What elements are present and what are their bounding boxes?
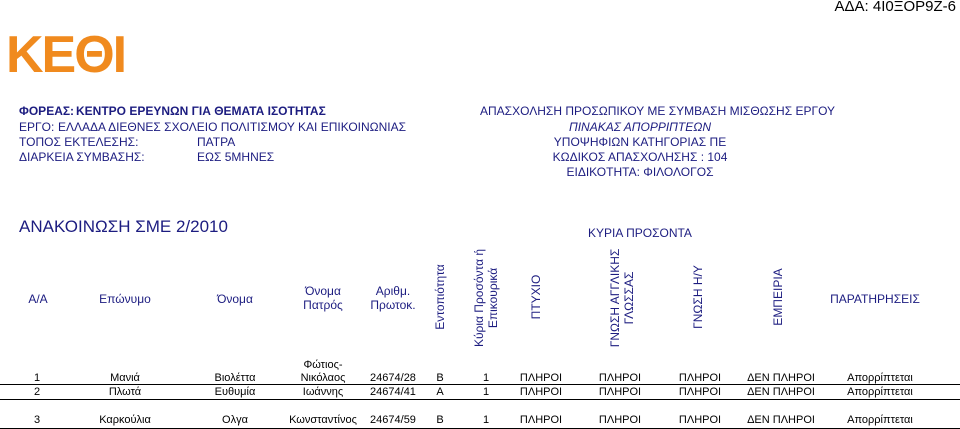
- cell-hy: ΠΛΗΡΟΙ: [678, 414, 722, 426]
- header-protok-line1: Αριθμ.: [375, 284, 411, 298]
- title-pinakas: ΠΙΝΑΚΑΣ ΑΠΟΡΡΙΠΤΕΩΝ: [569, 120, 711, 134]
- header-glossa-line1: ΓΝΩΣΗ ΑΓΓΛΙΚΗΣ: [608, 248, 622, 348]
- header-onoma: Όνομα: [217, 292, 253, 306]
- ergo-value: ΕΛΛΑΔΑ ΔΙΕΘΝΕΣ ΣΧΟΛΕΙΟ ΠΟΛΙΤΙΣΜΟΥ ΚΑΙ ΕΠΙΚΟΙΝΩΝΙΑΣ: [58, 120, 407, 134]
- header-kyria-line2: Επικουρικά: [486, 267, 500, 329]
- header-empeiria: ΕΜΠΕΙΡΙΑ: [771, 268, 785, 326]
- cell-hy: ΠΛΗΡΟΙ: [678, 386, 722, 398]
- cell-aa: 1: [34, 372, 41, 384]
- header-glossa: [608, 238, 636, 358]
- cell-patros-line1: Φώτιος-: [303, 359, 343, 371]
- cell-ptyxio: ΠΛΗΡΟΙ: [519, 372, 563, 384]
- header-protok-line2: Πρωτοκ.: [370, 298, 416, 312]
- cell-onoma: Ευθυμία: [214, 386, 256, 398]
- cell-glossa: ΠΛΗΡΟΙ: [598, 372, 642, 384]
- header-hy: ΓΝΩΣΗ Η/Υ: [691, 265, 705, 329]
- cell-entopiotita: Β: [436, 372, 444, 384]
- topos-label: ΤΟΠΟΣ ΕΚΤΕΛΕΣΗΣ:: [19, 135, 139, 149]
- cell-onoma: Βιολέττα: [214, 372, 256, 384]
- header-patros-line1: Όνομα: [305, 284, 341, 298]
- cell-kyria: 1: [482, 386, 490, 398]
- cell-protok: 24674/59: [370, 414, 416, 426]
- diarkeia-value: ΕΩΣ 5ΜΗΝΕΣ: [197, 150, 275, 164]
- header-paratiriseis: ΠΑΡΑΤΗΡΗΣΕΙΣ: [830, 292, 920, 306]
- cell-entopiotita: Β: [436, 414, 444, 426]
- header-kyria-line1: Κύρια Προσόντα ή: [472, 248, 486, 348]
- foreas-label: ΦΟΡΕΑΣ:: [19, 104, 75, 118]
- cell-patros: Ιωάννης: [302, 386, 344, 398]
- header-entopiotita: Εντοπιότητα: [433, 264, 447, 330]
- header-aa: Α/Α: [28, 292, 48, 306]
- title-kodikos: ΚΩΔΙΚΟΣ ΑΠΑΣΧΟΛΗΣΗΣ : 104: [552, 150, 728, 164]
- cell-patros: Κωνσταντίνος: [289, 414, 357, 426]
- cell-aa: 2: [34, 386, 41, 398]
- cell-eponymo: Καρκούλια: [99, 414, 151, 426]
- diarkeia-label: ΔΙΑΡΚΕΙΑ ΣΥΜΒΑΣΗΣ:: [19, 150, 145, 164]
- cell-glossa: ΠΛΗΡΟΙ: [598, 386, 642, 398]
- cell-patros-line2: Νικόλαος: [300, 372, 346, 384]
- cell-paratiriseis: Απορρίπτεται: [847, 386, 913, 398]
- cell-entopiotita: Α: [436, 386, 444, 398]
- announcement-title: ΑΝΑΚΟΙΝΩΣΗ ΣΜΕ 2/2010: [19, 217, 228, 236]
- cell-empeiria: ΔΕΝ ΠΛΗΡΟΙ: [747, 414, 815, 426]
- kethi-logo: [6, 28, 128, 78]
- cell-ptyxio: ΠΛΗΡΟΙ: [519, 414, 563, 426]
- title-ypopsifion: ΥΠΟΨΗΦΙΩΝ ΚΑΤΗΓΟΡΙΑΣ ΠΕ: [553, 135, 727, 149]
- ergo-label: ΕΡΓΟ:: [19, 120, 55, 134]
- header-protok: [358, 284, 428, 312]
- cell-protok: 24674/41: [370, 386, 416, 398]
- title-apasxolisi: ΑΠΑΣΧΟΛΗΣΗ ΠΡΟΣΩΠΙΚΟΥ ΜΕ ΣΥΜΒΑΣΗ ΜΙΣΘΩΣΗΣ ΕΡΓΟΥ: [480, 104, 836, 118]
- cell-paratiriseis: Απορρίπτεται: [847, 372, 913, 384]
- cell-empeiria: ΔΕΝ ΠΛΗΡΟΙ: [747, 372, 815, 384]
- header-patros: [283, 284, 363, 312]
- cell-kyria: 1: [482, 372, 490, 384]
- cell-ptyxio: ΠΛΗΡΟΙ: [519, 386, 563, 398]
- cell-paratiriseis: Απορρίπτεται: [847, 414, 913, 426]
- header-ptyxio: ΠΤΥΧΙΟ: [529, 274, 543, 320]
- foreas-value: ΚΕΝΤΡΟ ΕΡΕΥΝΩΝ ΓΙΑ ΘΕΜΑΤΑ ΙΣΟΤΗΤΑΣ: [76, 104, 326, 118]
- row-divider-1: [0, 384, 960, 385]
- row-divider-2: [0, 399, 960, 400]
- cell-kyria: 1: [482, 414, 490, 426]
- cell-hy: ΠΛΗΡΟΙ: [678, 372, 722, 384]
- header-kyria-prosonta: [472, 238, 500, 358]
- cell-glossa: ΠΛΗΡΟΙ: [598, 414, 642, 426]
- cell-onoma: Ολγα: [222, 414, 248, 426]
- kyria-prosonta-header: ΚΥΡΙΑ ΠΡΟΣΟΝΤΑ: [588, 226, 692, 240]
- cell-aa: 3: [34, 414, 41, 426]
- cell-protok: 24674/28: [370, 372, 416, 384]
- cell-empeiria: ΔΕΝ ΠΛΗΡΟΙ: [747, 386, 815, 398]
- header-glossa-line2: ΓΛΩΣΣΑΣ: [622, 271, 636, 325]
- logo-text: ΚΕΘΙ: [6, 28, 126, 78]
- title-eidikotita: ΕΙΔΙΚΟΤΗΤΑ: ΦΙΛΟΛΟΓΟΣ: [566, 165, 714, 179]
- cell-eponymo: Πλωτά: [108, 386, 142, 398]
- ada-stamp: ΑΔΑ: 4Ι0ΞΟΡ9Ζ-6: [834, 0, 956, 15]
- cell-eponymo: Μανιά: [110, 372, 140, 384]
- header-patros-line2: Πατρός: [303, 298, 343, 312]
- topos-value: ΠΑΤΡΑ: [197, 135, 236, 149]
- header-eponymo: Επώνυμο: [99, 292, 151, 306]
